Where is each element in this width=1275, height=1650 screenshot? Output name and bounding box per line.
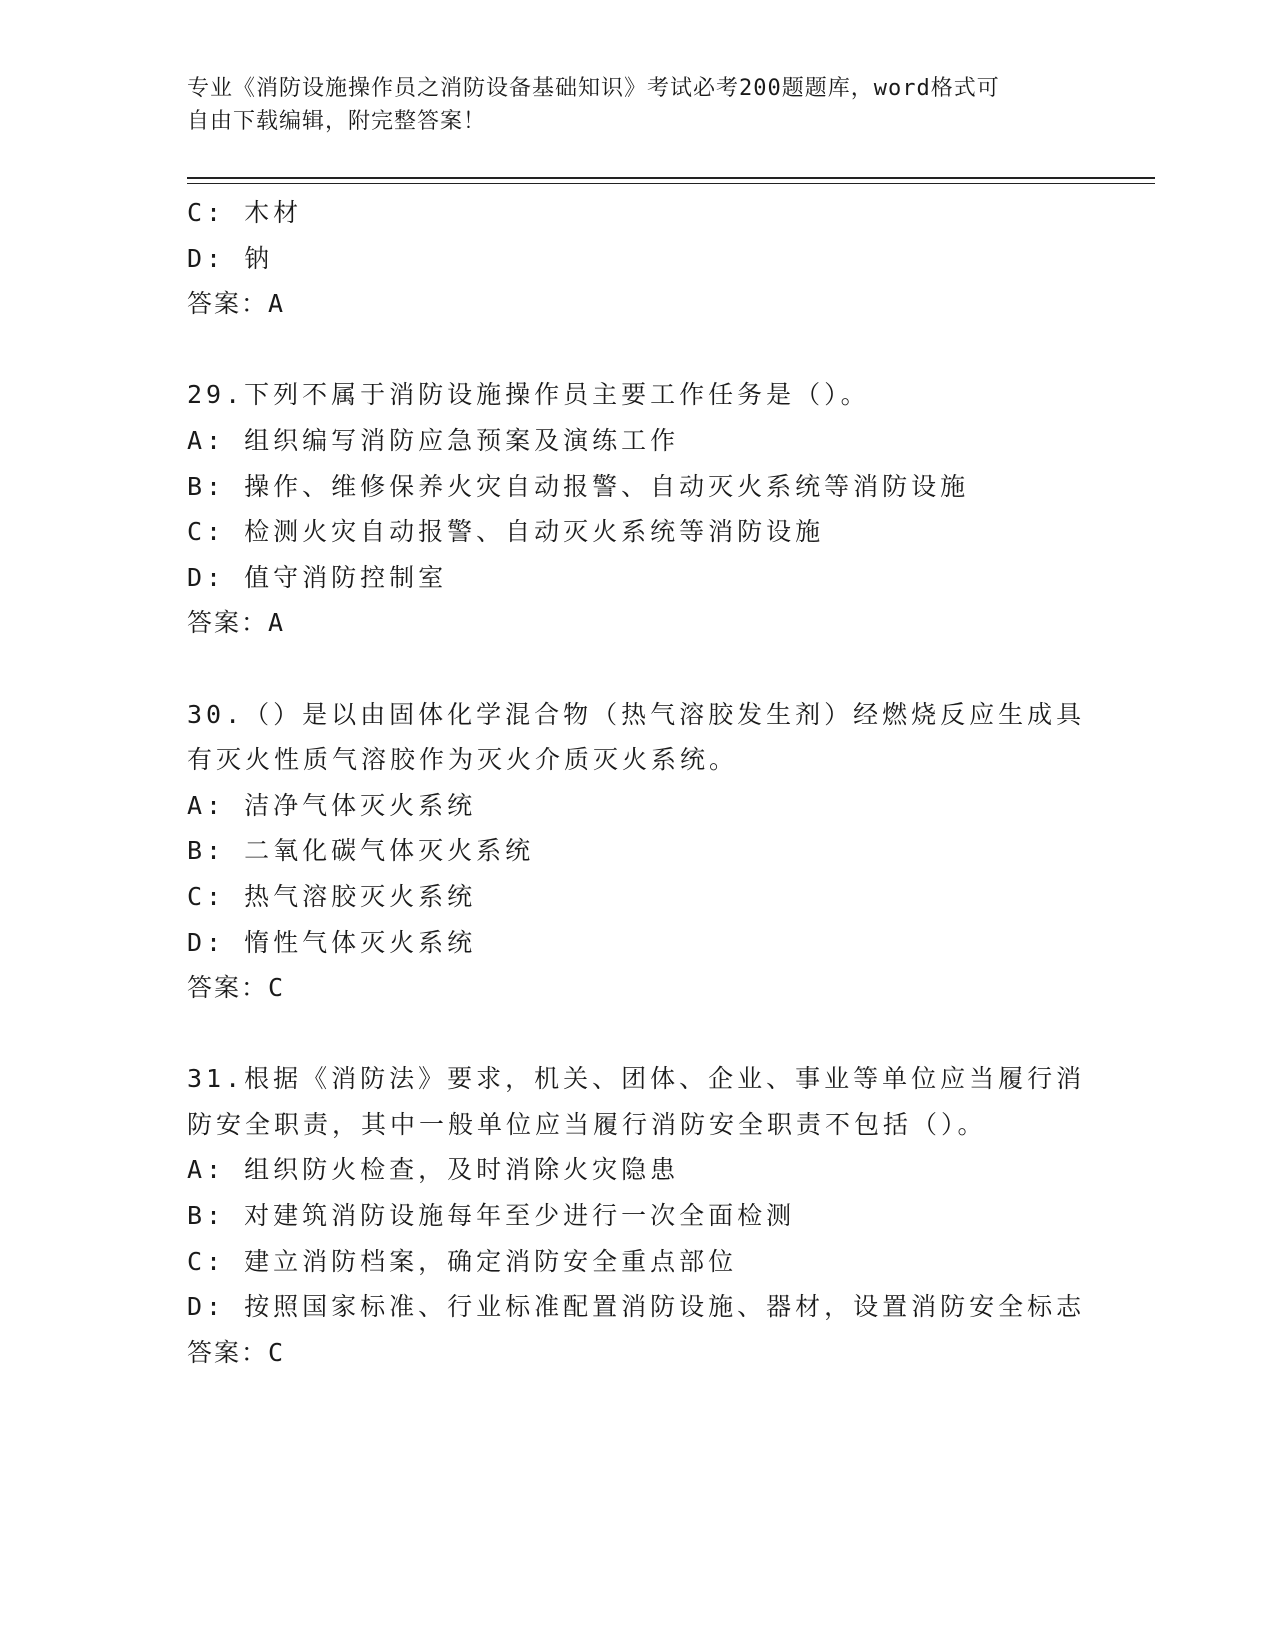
option-d: D: 按照国家标准、行业标准配置消防设施、器材，设置消防安全标志 — [187, 1292, 1086, 1322]
option-c: C: 木材 — [187, 198, 303, 227]
header-divider-thin — [187, 183, 1155, 184]
option-d: D: 惰性气体灭火系统 — [187, 927, 477, 957]
question-text: 防安全职责，其中一般单位应当履行消防安全职责不包括（）。 — [187, 1109, 987, 1139]
option-c: C: 热气溶胶灭火系统 — [187, 881, 477, 911]
option-a: A: 组织编写消防应急预案及演练工作 — [187, 425, 680, 455]
spacer — [187, 1011, 1087, 1057]
header-line: 专业《消防设施操作员之消防设备基础知识》考试必考200题题库，word格式可 — [187, 76, 1000, 101]
question-text: 有灭火性质气溶胶作为灭火介质灭火系统。 — [187, 745, 739, 775]
option-b: B: 二氧化碳气体灭火系统 — [187, 836, 535, 866]
option-c: C: 检测火灾自动报警、自动灭火系统等消防设施 — [187, 517, 825, 547]
question-30 — [187, 692, 1087, 1011]
spacer — [187, 646, 1087, 692]
option-c: C: 建立消防档案，确定消防安全重点部位 — [187, 1246, 738, 1276]
option-d: D: 值守消防控制室 — [187, 562, 448, 592]
option-b: B: 操作、维修保养火灾自动报警、自动灭火系统等消防设施 — [187, 471, 970, 501]
option-a: A: 洁净气体灭火系统 — [187, 790, 477, 820]
answer-line: 答案：A — [187, 608, 286, 638]
question-content — [187, 190, 1087, 1375]
question-text: 30.（）是以由固体化学混合物（热气溶胶发生剂）经燃烧反应生成具 — [187, 699, 1086, 729]
question-text: 31.根据《消防法》要求，机关、团体、企业、事业等单位应当履行消 — [187, 1064, 1086, 1094]
question-29 — [187, 372, 1087, 646]
answer-line: 答案：A — [187, 289, 286, 319]
question-text: 29.下列不属于消防设施操作员主要工作任务是（）。 — [187, 380, 870, 410]
document-header — [187, 72, 1087, 138]
header-divider-thick — [187, 177, 1155, 179]
header-line: 自由下载编辑，附完整答案！ — [187, 109, 487, 134]
option-b: B: 对建筑消防设施每年至少进行一次全面检测 — [187, 1201, 796, 1231]
answer-line: 答案：C — [187, 973, 286, 1003]
continued-question — [187, 190, 1087, 327]
option-d: D: 钠 — [187, 243, 274, 273]
answer-line: 答案：C — [187, 1337, 286, 1367]
question-31 — [187, 1056, 1087, 1375]
spacer — [187, 327, 1087, 373]
option-a: A: 组织防火检查，及时消除火灾隐患 — [187, 1155, 680, 1185]
